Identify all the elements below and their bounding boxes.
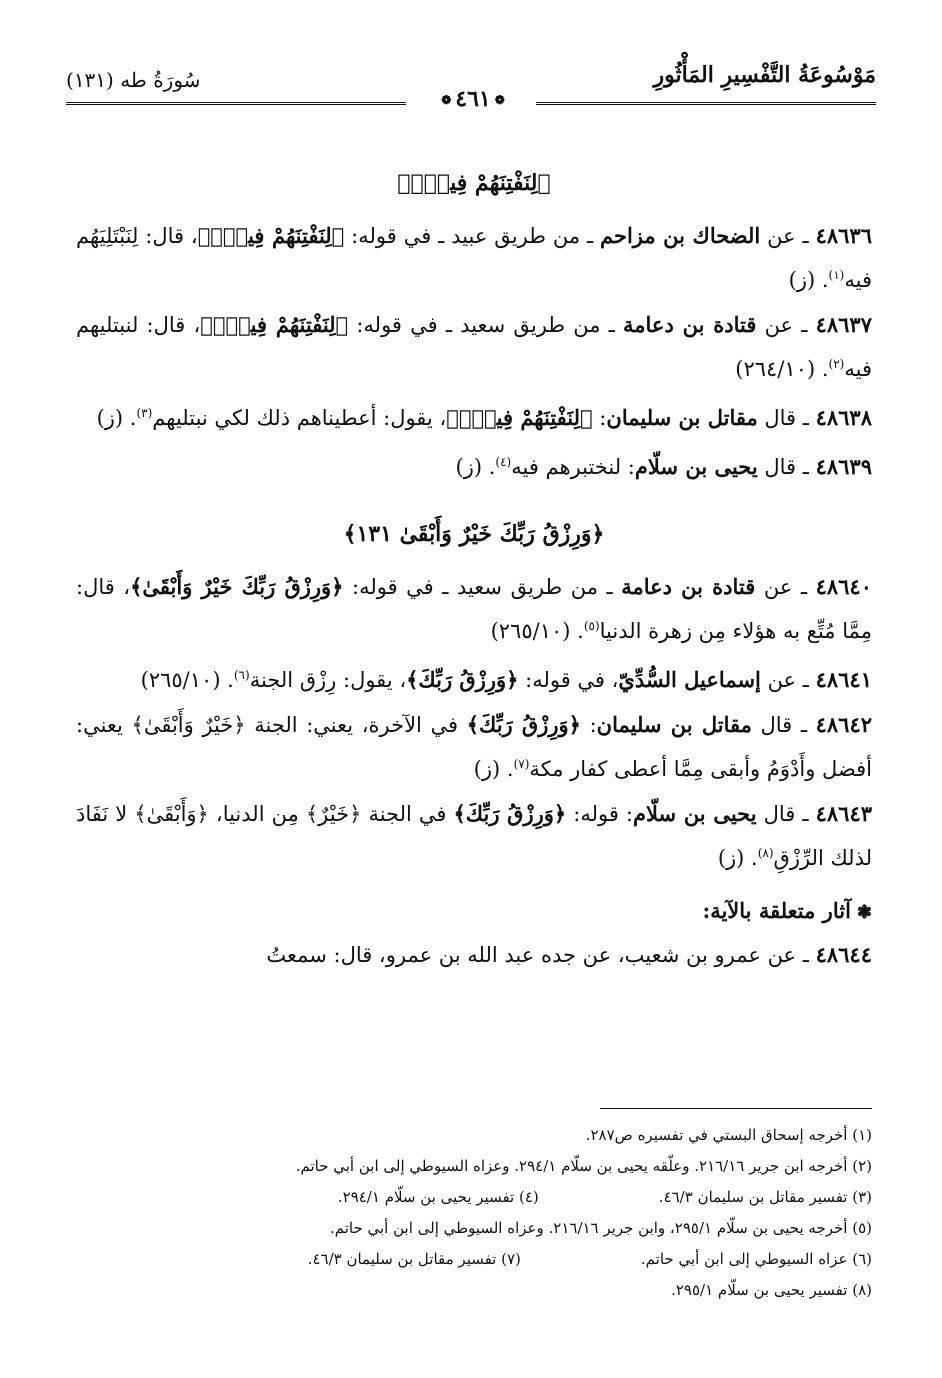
narrator-name: مقاتل بن سليمان xyxy=(606,405,758,430)
narration-number: ٤٨٦٤٢ xyxy=(815,712,873,737)
entry-text: ، يقول: رِزْق الجنة xyxy=(249,668,407,692)
narrator-name: قتادة بن دعامة xyxy=(623,312,757,337)
entry-text: : xyxy=(592,406,607,430)
narration-number: ٤٨٦٣٧ xyxy=(815,312,872,337)
entry-text: في الآخرة، يعني: الجنة ﴿خَيْرٌ وَأَبْقَىٰ﴾ يعني: أفضل وأَدْوَمُ وأبقى مِمَّا أعطى كفار مكة xyxy=(76,713,872,781)
entry-text: ـ قال xyxy=(751,713,816,737)
footnote-row xyxy=(120,1120,872,1151)
entry-text: ، يقول: أعطيناهم ذلك لكي نبتليهم xyxy=(152,406,447,430)
entry-text: ـ عن xyxy=(760,668,816,692)
narration-number: ٤٨٦٣٩ xyxy=(815,454,872,479)
entry-text: ، قال: لِنَبْتَلِيَهُم فيه xyxy=(76,224,872,292)
narration-entry xyxy=(76,705,872,789)
narration-entry xyxy=(76,394,872,438)
narration-entry xyxy=(76,305,872,389)
header-rule-left xyxy=(66,102,406,105)
verse-heading: ﴿لِنَفْتِنَهُمْ فِيهِۚ﴾ xyxy=(397,170,551,196)
footnote-row xyxy=(120,1244,872,1275)
header-rule-right xyxy=(536,102,876,105)
narration-number: ٤٨٦٣٦ xyxy=(815,223,872,248)
entry-text: ـ قال xyxy=(757,406,816,430)
entry-text: ، قال: مِمَّا مُتِّع به هؤلاء مِن زهرة الدنيا xyxy=(76,575,872,643)
entry-reference: . (ز) xyxy=(455,455,496,479)
footnote-2: (٢) أخرجه ابن جرير ٢١٦/١٦. وعلّقه يحيى بن سلّام ٢٩٤/١. وعزاه السيوطي إلى ابن أبي حاتم. xyxy=(295,1157,872,1175)
entry-text: ـ قال xyxy=(756,802,816,826)
entry-reference: . (٢٦٥/١٠) xyxy=(490,619,584,643)
entry-reference: . (ز) xyxy=(788,268,829,292)
surah-reference: سُورَةُ طه (١٣١) xyxy=(66,68,201,92)
narrator-name: مقاتل بن سليمان xyxy=(596,712,752,737)
narrator-name: يحيى بن سلّام xyxy=(634,454,758,479)
ornament-icon: ❁ xyxy=(441,93,452,107)
footnote-8: (٨) تفسير يحيى بن سلّام ٢٩٥/١. xyxy=(671,1281,872,1299)
footnote-row xyxy=(120,1151,872,1182)
narration-entry xyxy=(76,216,872,300)
narrator-name: يحيى بن سلّام xyxy=(633,801,757,826)
entry-text: ـ عن xyxy=(755,575,816,599)
footnote-6: (٦) عزاه السيوطي إلى ابن أبي حاتم. xyxy=(640,1250,872,1268)
narrator-name: قتادة بن دعامة xyxy=(621,574,756,599)
quran-quote: ﴿وَرِزْقُ رَبِّكَ خَيْرٌ وَأَبْقَىٰ﴾ xyxy=(130,574,344,599)
entry-text: ، قال: لنبتليهم فيه xyxy=(76,313,872,381)
entry-reference: . (٢٦٥/١٠) xyxy=(140,668,234,692)
footnote-marker[interactable]: (٦) xyxy=(233,668,250,682)
footnote-row xyxy=(120,1213,872,1244)
footnote-row xyxy=(120,1275,872,1306)
page-number-text: ٤٦١ xyxy=(455,86,491,112)
footnote-1: (١) أخرجه إسحاق البستي في تفسيره ص٢٨٧. xyxy=(585,1126,872,1144)
narration-number: ٤٨٦٤١ xyxy=(815,667,872,692)
footnote-marker[interactable]: (٤) xyxy=(495,455,512,469)
footnote-separator xyxy=(600,1108,872,1109)
footnote-3: (٣) تفسير مقاتل بن سليمان ٤٦/٣. xyxy=(658,1188,872,1206)
entry-text: ـ من طريق سعيد ـ في قوله: xyxy=(343,575,622,599)
quran-quote: ﴿وَرِزْقُ رَبِّكَ﴾ xyxy=(406,667,519,692)
narration-entry xyxy=(76,656,872,700)
narration-entry xyxy=(76,443,872,487)
quran-quote: ﴿لِنَفْتِنَهُمْ فِيهِۚ﴾ xyxy=(446,405,593,430)
footnote-7: (٧) تفسير مقاتل بن سليمان ٤٦/٣. xyxy=(307,1250,521,1268)
narration-number: ٤٨٦٣٨ xyxy=(815,405,872,430)
footnote-marker[interactable]: (٥) xyxy=(583,619,600,633)
quran-quote: ﴿لِنَفْتِنَهُمْ فِيهِۚ﴾ xyxy=(197,223,345,248)
footnotes xyxy=(120,1120,872,1306)
entry-text: ـ قال xyxy=(757,455,816,479)
verse-heading: ﴿وَرِزْقُ رَبِّكَ خَيْرٌ وَأَبْقَىٰ ١٣١﴾ xyxy=(343,521,605,547)
footnote-5: (٥) أخرجه يحيى بن سلّام ٢٩٥/١، وابن جرير ٢١٦/١٦. وعزاه السيوطي إلى ابن أبي حاتم. xyxy=(329,1219,872,1237)
narrator-name: الضحاك بن مزاحم xyxy=(600,223,761,248)
narration-number: ٤٨٦٤٣ xyxy=(815,801,873,826)
entry-reference: . (٢٦٤/١٠) xyxy=(735,357,829,381)
entry-text: في الجنة ﴿خَيْرٌ﴾ مِن الدنيا، ﴿وَأَبْقَىٰ﴾ لا نَفَادَ لذلك الرِّزْقِ xyxy=(76,802,872,870)
quran-quote: ﴿وَرِزْقُ رَبِّكَ﴾ xyxy=(453,801,567,826)
quran-quote: ﴿لِنَفْتِنَهُمْ فِيهِۚ﴾ xyxy=(200,312,349,337)
entry-text: : قوله: xyxy=(566,802,633,826)
footnote-marker[interactable]: (٣) xyxy=(136,406,153,420)
narration-entry xyxy=(76,567,872,651)
page-number xyxy=(413,86,533,112)
footnote-marker[interactable]: (١) xyxy=(828,268,845,282)
footnote-row xyxy=(120,1182,872,1213)
entry-text: ـ عن xyxy=(756,313,816,337)
ornament-icon: ❁ xyxy=(494,93,505,107)
narration-number: ٤٨٦٤٤ xyxy=(815,942,872,967)
entry-reference: . (ز) xyxy=(96,406,137,430)
entry-text: : لنختبرهم فيه xyxy=(511,455,635,479)
quran-quote: ﴿وَرِزْقُ رَبِّكَ﴾ xyxy=(466,712,581,737)
entry-text: ـ عن عمرو بن شعيب، عن جده عبد الله بن عمرو، قال: سمعتُ xyxy=(266,943,816,967)
entry-text: ـ عن xyxy=(760,224,816,248)
entry-reference: . (ز) xyxy=(473,757,514,781)
flower-icon: ❃ xyxy=(856,902,872,923)
narrator-name: إسماعيل السُّدِّيّ xyxy=(618,667,761,692)
book-title: مَوْسُوعَةُ التَّفْسِيرِ المَأْثُورِ xyxy=(653,62,876,88)
entry-text: ـ من طريق عبيد ـ في قوله: xyxy=(344,224,601,248)
running-header xyxy=(66,62,876,122)
entry-text: ـ من طريق سعيد ـ في قوله: xyxy=(348,313,624,337)
narration-entry xyxy=(76,935,872,975)
related-athar-heading xyxy=(76,898,872,923)
related-athar-title: آثار متعلقة بالآية: xyxy=(702,898,851,923)
entry-reference: . (ز) xyxy=(717,846,758,870)
entry-text: ، في قوله: xyxy=(518,668,619,692)
narration-entry xyxy=(76,794,872,878)
footnote-marker[interactable]: (٧) xyxy=(513,757,530,771)
footnote-4: (٤) تفسير يحيى بن سلّام ٢٩٤/١. xyxy=(337,1188,539,1206)
narration-number: ٤٨٦٤٠ xyxy=(815,574,872,599)
footnote-marker[interactable]: (٢) xyxy=(828,357,845,371)
footnote-marker[interactable]: (٨) xyxy=(757,846,774,860)
main-text xyxy=(76,160,872,980)
entry-text: : xyxy=(580,713,597,737)
